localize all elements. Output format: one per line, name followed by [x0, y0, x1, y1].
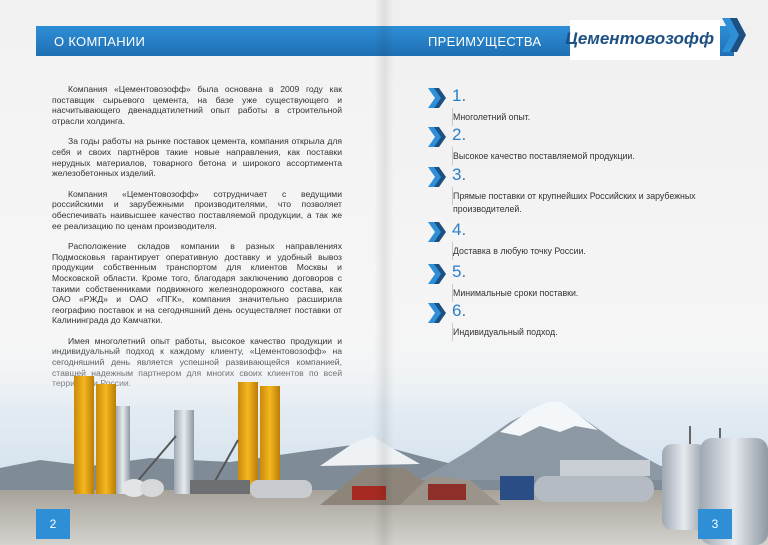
brand-chevrons-icon: [722, 18, 746, 52]
chevron-right-icon: [428, 167, 448, 187]
paragraph: Расположение складов компании в разных направлениях Подмосковья гарантирует оперативную доставку и удобный вывоз продукции собственным транспортом для клиентов Москвы и Московской области. Кроме того, благодаря заключению договоров с такими собственниками подвижного железнодорожного состава, как ОАО «РЖД» и ОАО «ПГК», компания значительно расширила географию поставок и на сегодняшний день осуществляет поставки от Калининграда до Камчатки.: [52, 241, 342, 326]
chevron-right-icon: [428, 222, 448, 242]
industrial-landscape-image: [0, 340, 768, 545]
advantage-text: Доставка в любую точку России.: [453, 246, 586, 256]
section-title-about: О КОМПАНИИ: [54, 34, 146, 49]
paragraph: За годы работы на рынке поставок цемента, компания открыла для себя и своих партнёров такие новые направления, как поставки нерудных материалов, товарного бетона и широкого ассортимента железобетонных изделий.: [52, 136, 342, 179]
chevron-right-icon: [428, 127, 448, 147]
chevron-right-icon: [428, 303, 448, 323]
chevron-right-icon: [428, 88, 448, 108]
section-banner-about: [36, 26, 384, 56]
brand-name: Цементовозофф: [565, 29, 714, 48]
advantage-number: 1.: [452, 86, 467, 105]
advantage-number: 6.: [452, 301, 467, 320]
advantage-number: 2.: [452, 125, 467, 144]
advantage-text: Индивидуальный подход.: [453, 327, 558, 337]
page-number-right: 3: [698, 509, 732, 539]
brand-logo: [565, 20, 720, 60]
advantage-number: 3.: [452, 165, 467, 184]
advantage-text: Многолетний опыт.: [453, 112, 531, 122]
page-number-left: 2: [36, 509, 70, 539]
paragraph: Компания «Цементовозофф» была основана в 2009 году как поставщик сырьевого цемента, на базе уже существующего и насчитывающего двенадцатилетний опыт работы в строительной отрасли холдинга.: [52, 84, 342, 126]
advantage-text: Высокое качество поставляемой продукции.: [453, 151, 635, 161]
advantage-number: 5.: [452, 262, 467, 281]
paragraph: Компания «Цементовозофф» сотрудничает с ведущими российскими и зарубежными производителями, что позволяет обеспечивать наивысшее качество поставляемой продукции, а так же ее реализацию по ценам производителя.: [52, 188, 342, 231]
advantage-text: Прямые поставки от крупнейших Российских и зарубежных производителей.: [453, 191, 696, 214]
advantage-text: Минимальные сроки поставки.: [453, 288, 579, 298]
chevron-right-icon: [428, 264, 448, 284]
advantage-number: 4.: [452, 220, 467, 239]
section-title-advantages: ПРЕИМУЩЕСТВА: [428, 34, 542, 49]
